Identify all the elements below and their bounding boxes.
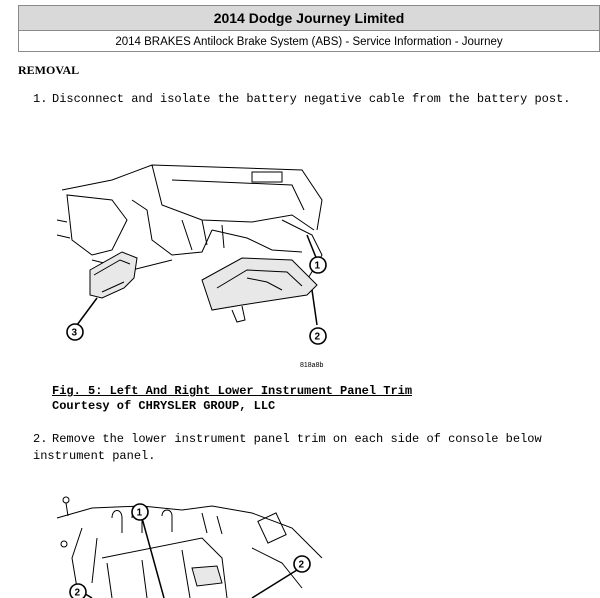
step-1: [33, 92, 570, 106]
figure-2-callout-2-left: [70, 584, 86, 598]
figure-2-callout-2-right: [294, 556, 310, 572]
step-2-number: 2.: [33, 432, 48, 446]
figure-1-illustration: [52, 160, 342, 372]
svg-text:1: 1: [136, 507, 143, 519]
step-2: [33, 431, 600, 465]
step-2-text: Remove the lower instrument panel trim on each side of console below instrument panel.: [33, 432, 542, 463]
figure-1-code: 818a8b: [300, 362, 324, 369]
figure-1-courtesy: Courtesy of CHRYSLER GROUP, LLC: [52, 399, 276, 413]
figure-1-callout-3: [67, 324, 83, 340]
svg-text:3: 3: [71, 327, 78, 339]
figure-2-callout-1: [132, 504, 148, 520]
document-subtitle: 2014 BRAKES Antilock Brake System (ABS) - Service Information - Journey: [115, 35, 503, 48]
figure-1-callout-2: [310, 328, 326, 344]
step-1-number: 1.: [33, 92, 48, 106]
figure-1-caption-title: Fig. 5: Left And Right Lower Instrument Panel Trim: [52, 384, 413, 398]
document-title: 2014 Dodge Journey Limited: [19, 6, 599, 31]
figure-1-caption: [52, 384, 412, 414]
document-header: [18, 5, 600, 52]
svg-text:2: 2: [314, 331, 321, 343]
figure-2-illustration: [52, 488, 342, 598]
step-1-text: Disconnect and isolate the battery negative cable from the battery post.: [52, 92, 571, 106]
section-title: REMOVAL: [18, 63, 80, 77]
svg-text:2: 2: [74, 587, 81, 598]
svg-text:1: 1: [314, 260, 321, 272]
figure-1-callout-1: [310, 257, 326, 273]
svg-text:2: 2: [298, 559, 305, 571]
